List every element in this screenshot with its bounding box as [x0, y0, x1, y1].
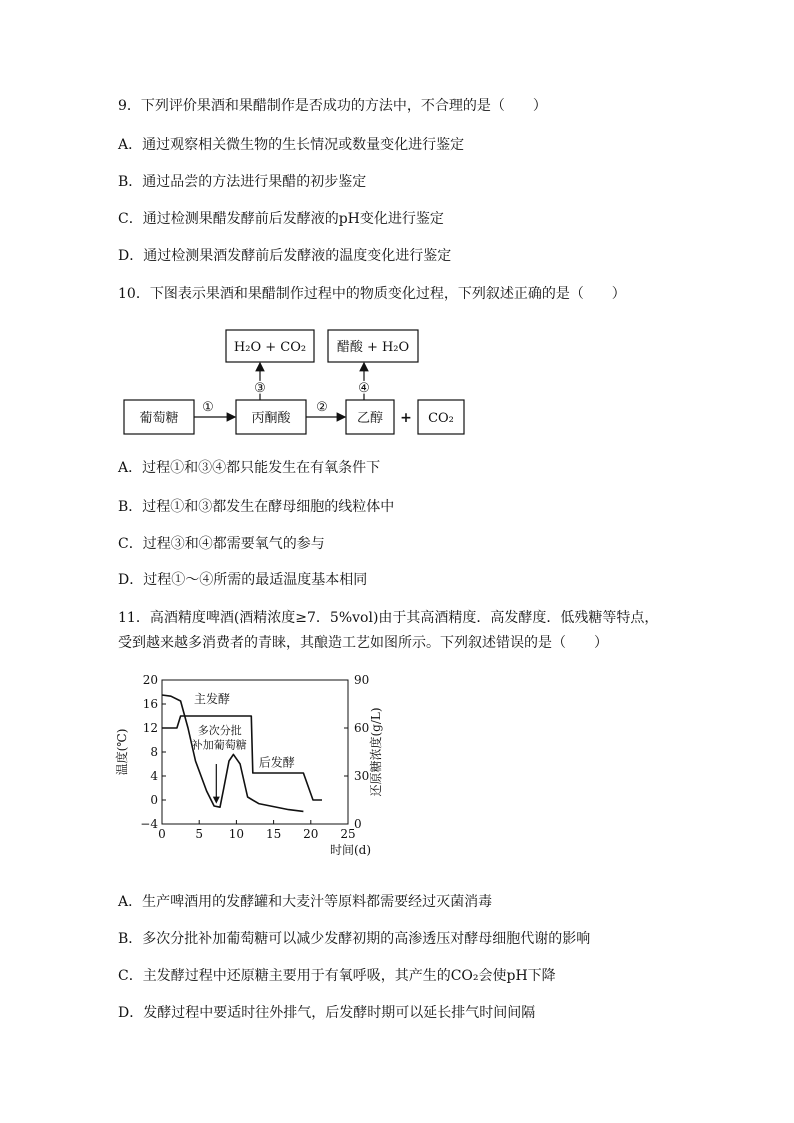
q11-option-c: C．主发酵过程中还原糖主要用于有氧呼吸，其产生的CO₂会使pH下降: [118, 968, 556, 984]
step1-label: ①: [202, 400, 214, 415]
y-left-tick-label: 20: [142, 673, 158, 687]
step3-label: ③: [254, 381, 266, 396]
box-glucose-label: 葡萄糖: [139, 411, 179, 426]
q10-option-b: B．过程①和③都发生在酵母细胞的线粒体中: [118, 499, 395, 515]
y-left-tick-label: 4: [150, 769, 158, 783]
chart-layer: [114, 673, 383, 857]
annotation-post-fermentation: 后发酵: [258, 755, 295, 770]
y-right-tick-label: 0: [354, 817, 362, 831]
brewing-process-chart: [108, 670, 408, 870]
box-h2o-co2-label: H₂O + CO₂: [233, 340, 307, 355]
y-left-axis-label: 温度(℃): [115, 728, 129, 776]
y-left-tick-label: 12: [142, 721, 158, 735]
step2-label: ②: [316, 400, 328, 415]
y-left-tick-label: −4: [140, 817, 158, 831]
series-line-1: [162, 716, 322, 800]
q9-stem: 9．下列评价果酒和果醋制作是否成功的方法中，不合理的是（ ）: [118, 98, 547, 114]
annotation-main-fermentation: 主发酵: [193, 691, 231, 706]
box-co2-label: CO₂: [428, 411, 454, 426]
q11-option-d: D．发酵过程中要适时往外排气，后发酵时期可以延长排气时间间隔: [118, 1005, 536, 1021]
x-tick-label: 5: [195, 827, 204, 841]
annotation-batch-line1: 多次分批: [197, 724, 242, 737]
box-pyruvate-label: 丙酮酸: [251, 411, 291, 426]
q11-stem-line2: 受到越来越多消费者的青睐，其酿造工艺如图所示。下列叙述错误的是（ ）: [118, 635, 608, 651]
q11-option-b: B．多次分批补加葡萄糖可以减少发酵初期的高渗透压对酵母细胞代谢的影响: [118, 931, 591, 947]
x-tick-label: 10: [228, 827, 245, 841]
box-acetic-h2o-label: 醋酸 + H₂O: [336, 340, 410, 355]
y-right-tick-label: 90: [354, 673, 370, 687]
y-left-tick-label: 8: [150, 745, 158, 759]
y-left-tick-label: 16: [142, 697, 158, 711]
q11-stem-line1: 11．高酒精度啤酒(酒精浓度≥7．5%vol)由于其高酒精度．高发酵度．低残糖等特点，: [118, 610, 659, 626]
x-tick-label: 25: [340, 827, 356, 841]
q10-option-d: D．过程①～④所需的最适温度基本相同: [118, 572, 368, 588]
glucose-addition-arrowhead: [213, 797, 220, 804]
plot-frame: [162, 680, 348, 824]
y-left-tick-label: 0: [150, 793, 158, 807]
q9-option-a: A．通过观察相关微生物的生长情况或数量变化进行鉴定: [118, 137, 465, 153]
box-ethanol-label: 乙醇: [356, 411, 384, 426]
y-right-tick-label: 60: [354, 721, 370, 735]
q10-stem: 10．下图表示果酒和果醋制作过程中的物质变化过程，下列叙述正确的是（ ）: [118, 286, 626, 302]
q9-option-d: D．通过检测果酒发酵前后发酵液的温度变化进行鉴定: [118, 248, 452, 264]
y-right-tick-label: 30: [354, 769, 370, 783]
x-tick-label: 0: [158, 827, 166, 841]
x-tick-label: 20: [303, 827, 319, 841]
x-axis-label: 时间(d): [330, 843, 372, 857]
q9-option-c: C．通过检测果醋发酵前后发酵液的pH变化进行鉴定: [118, 211, 444, 227]
q10-option-c: C．过程③和④都需要氧气的参与: [118, 536, 325, 552]
y-right-axis-label: 还原糖浓度(g/L): [369, 707, 383, 797]
q9-option-b: B．通过品尝的方法进行果醋的初步鉴定: [118, 174, 367, 190]
x-tick-label: 15: [265, 827, 282, 841]
step4-label: ④: [358, 381, 370, 396]
series-line-2: [162, 695, 303, 811]
annotation-batch-line2: 补加葡萄糖: [191, 738, 247, 752]
q10-option-a: A．过程①和③④都只能发生在有氧条件下: [118, 460, 381, 476]
plus-sign: +: [400, 410, 412, 426]
q11-option-a: A．生产啤酒用的发酵罐和大麦汁等原料都需要经过灭菌消毒: [118, 894, 493, 910]
fermentation-flow-diagram: [120, 326, 480, 438]
